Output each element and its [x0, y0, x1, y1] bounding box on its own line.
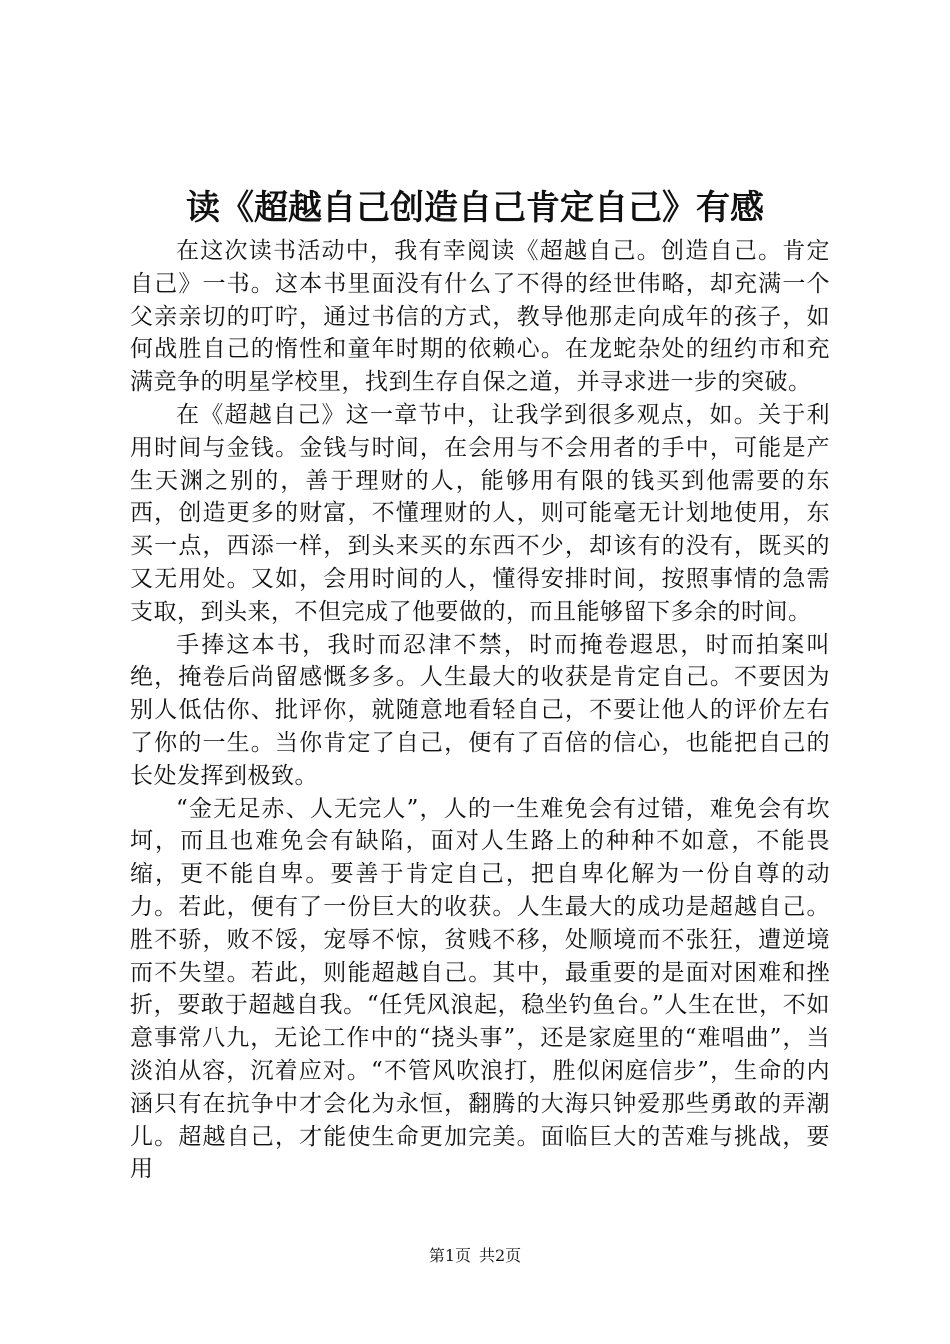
paragraph: 手捧这本书，我时而忍津不禁，时而掩卷遐思，时而拍案叫绝，掩卷后尚留感慨多多。人生最大的收获是肯定自己。不要因为别人低估你、批评你，就随意地看轻自己，不要让他人的评价左右了你的一生。当你肯定了自己，便有了百倍的信心，也能把自己的长处发挥到极致。	[130, 631, 830, 789]
paragraph: 在《超越自己》这一章节中，让我学到很多观点，如。关于利用时间与金钱。金钱与时间，在会用与不会用者的手中，可能是产生天渊之别的，善于理财的人，能够用有限的钱买到他需要的东西，创造更多的财富，不懂理财的人，则可能毫无计划地使用，东买一点，西添一样，到头来买的东西不少，却该有的没有，既买的又无用处。又如，会用时间的人，懂得安排时间，按照事情的急需支取，到头来，不但完成了他要做的，而且能够留下多余的时间。	[130, 401, 830, 625]
page-total: 共2页	[479, 1246, 522, 1265]
document-title: 读《超越自己创造自己肯定自己》有感	[186, 188, 764, 228]
paragraph: “金无足赤、人无完人”，人的一生难免会有过错，难免会有坎坷，而且也难免会有缺陷，面对人生路上的种种不如意，不能畏缩，更不能自卑。要善于肯定自己，把自卑化解为一份自尊的动力。若此，便有了一份巨大的收获。人生最大的成功是超越自己。胜不骄，败不馁，宠辱不惊，贫贱不移，处顺境而不张狂，遭逆境而不失望。若此，则能超越自己。其中，最重要的是面对困难和挫折，要敢于超越自我。“任凭风浪起，稳坐钓鱼台。”人生在世，不如意事常八九，无论工作中的“挠头事”，还是家庭里的“难唱曲”，当淡泊从容，沉着应对。“不管风吹浪打，胜似闲庭信步”，生命的内涵只有在抗争中才会化为永恒，翻腾的大海只钟爱那些勇敢的弄潮儿。超越自己，才能使生命更加完美。面临巨大的苦难与挑战，要用	[130, 795, 830, 1183]
page-footer	[0, 1244, 950, 1268]
document-body	[130, 235, 830, 1186]
page-number: 第1页	[428, 1246, 471, 1265]
paragraph: 在这次读书活动中，我有幸阅读《超越自己。创造自己。肯定自己》一书。这本书里面没有什么了不得的经世伟略，却充满一个父亲亲切的叮咛，通过书信的方式，教导他那走向成年的孩子，如何战胜自己的惰性和童年时期的依赖心。在龙蛇杂处的纽约市和充满竞争的明星学校里，找到生存自保之道，并寻求进一步的突破。	[130, 238, 830, 396]
